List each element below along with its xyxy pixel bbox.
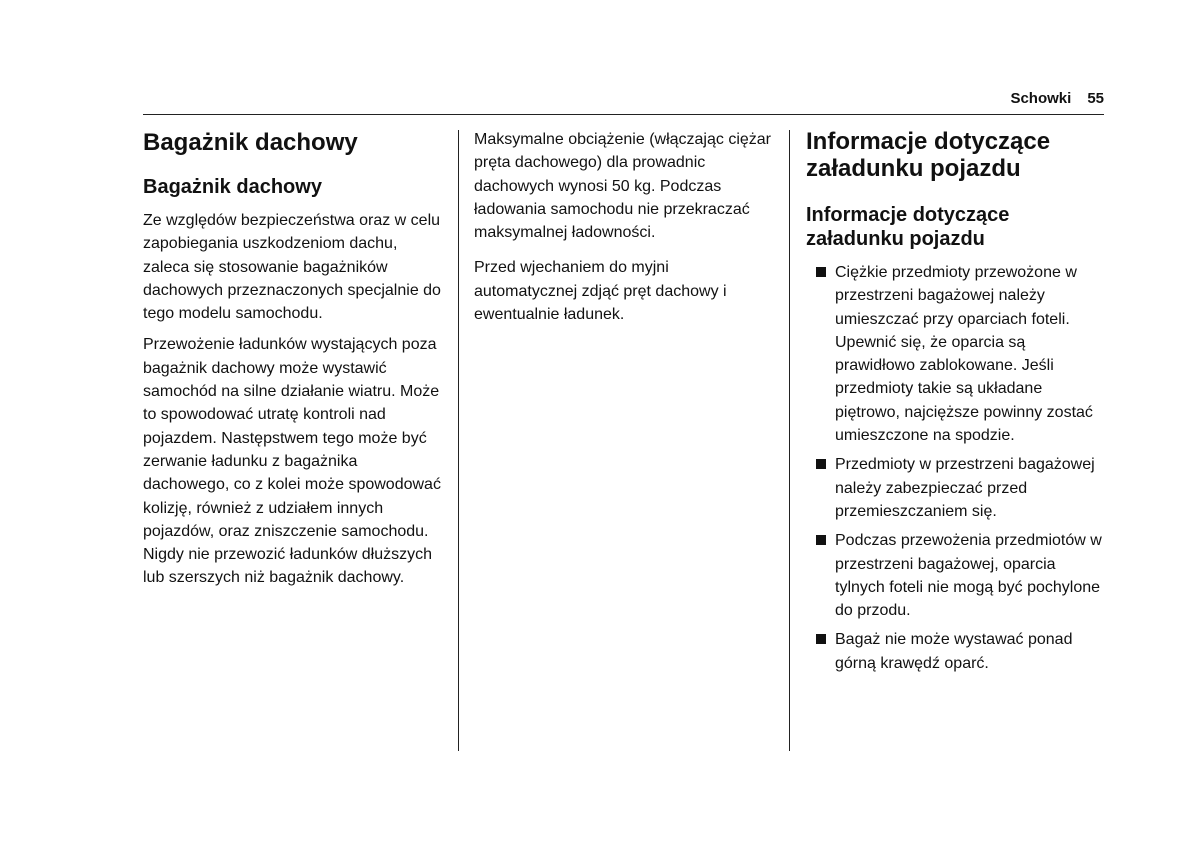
list-item: [806, 453, 1106, 523]
paragraph: Ze względów bezpieczeństwa oraz w celu zapobiegania uszkodzeniom dachu, zaleca się stosowanie bagażników dachowych przeznaczonych specjalnie do tego modelu samochodu.: [143, 212, 441, 323]
page-number: 55: [1087, 90, 1104, 107]
square-bullet-icon: [816, 634, 826, 644]
paragraph: Maksymalne obciążenie (włączając ciężar pręta dachowego) dla prowadnic dachowych wynosi 50 kg. Podczas ładowania samochodu nie przekraczać maksymalnej ładowności.: [474, 131, 772, 242]
list-item: [806, 529, 1106, 622]
list-item: [806, 628, 1106, 675]
header-divider: [143, 114, 1104, 115]
column-divider-2: [789, 130, 790, 751]
list-item-text: Ciężkie przedmioty przewożone w przestrzeni bagażowej należy umieszczać przy oparciach foteli. Upewnić się, że oparcia są prawidłowo zablokowane. Jeśli przedmioty takie są układane piętrowo, najcięższe powinny zostać umieszczone na spodzie.: [835, 264, 1093, 445]
column-divider-1: [458, 130, 459, 751]
square-bullet-icon: [816, 459, 826, 469]
column-3: [806, 128, 1106, 681]
square-bullet-icon: [816, 267, 826, 277]
column-1: [143, 128, 443, 598]
section-title-loading-info: Informacje dotyczące załadunku pojazdu: [806, 128, 1051, 182]
subsection-title-roof-rack: Bagażnik dachowy: [143, 176, 322, 198]
list-item-text: Przedmioty w przestrzeni bagażowej należy zabezpieczać przed przemieszczaniem się.: [835, 456, 1095, 520]
paragraph: Przed wjechaniem do myjni automatycznej zdjąć pręt dachowy i ewentualnie ładunek.: [474, 259, 727, 324]
page-header: [1000, 90, 1104, 112]
section-title-roof-rack: Bagażnik dachowy: [143, 129, 358, 156]
loading-bullet-list: [806, 261, 1106, 675]
column-2: [474, 128, 774, 338]
list-item-text: Bagaż nie może wystawać ponad górną krawędź oparć.: [835, 631, 1073, 672]
paragraph: Przewożenie ładunków wystających poza bagażnik dachowy może wystawić samochód na silne działanie wiatru. Może to spowodować utratę kontroli nad pojazdem. Następstwem tego może być zerwanie ładunku z bagażnika dachowego, co z kolei może spowodować kolizję, również z udziałem innych pojazdów, oraz zniszczenie samochodu. Nigdy nie przewozić ładunków dłuższych lub szerszych niż bagażnik dachowy.: [143, 336, 441, 587]
section-name: Schowki: [1010, 90, 1072, 107]
square-bullet-icon: [816, 535, 826, 545]
subsection-title-loading-info: Informacje dotyczące załadunku pojazdu: [806, 204, 1010, 250]
list-item-text: Podczas przewożenia przedmiotów w przestrzeni bagażowej, oparcia tylnych foteli nie mogą być pochylone do przodu.: [835, 532, 1102, 620]
list-item: [806, 261, 1106, 447]
